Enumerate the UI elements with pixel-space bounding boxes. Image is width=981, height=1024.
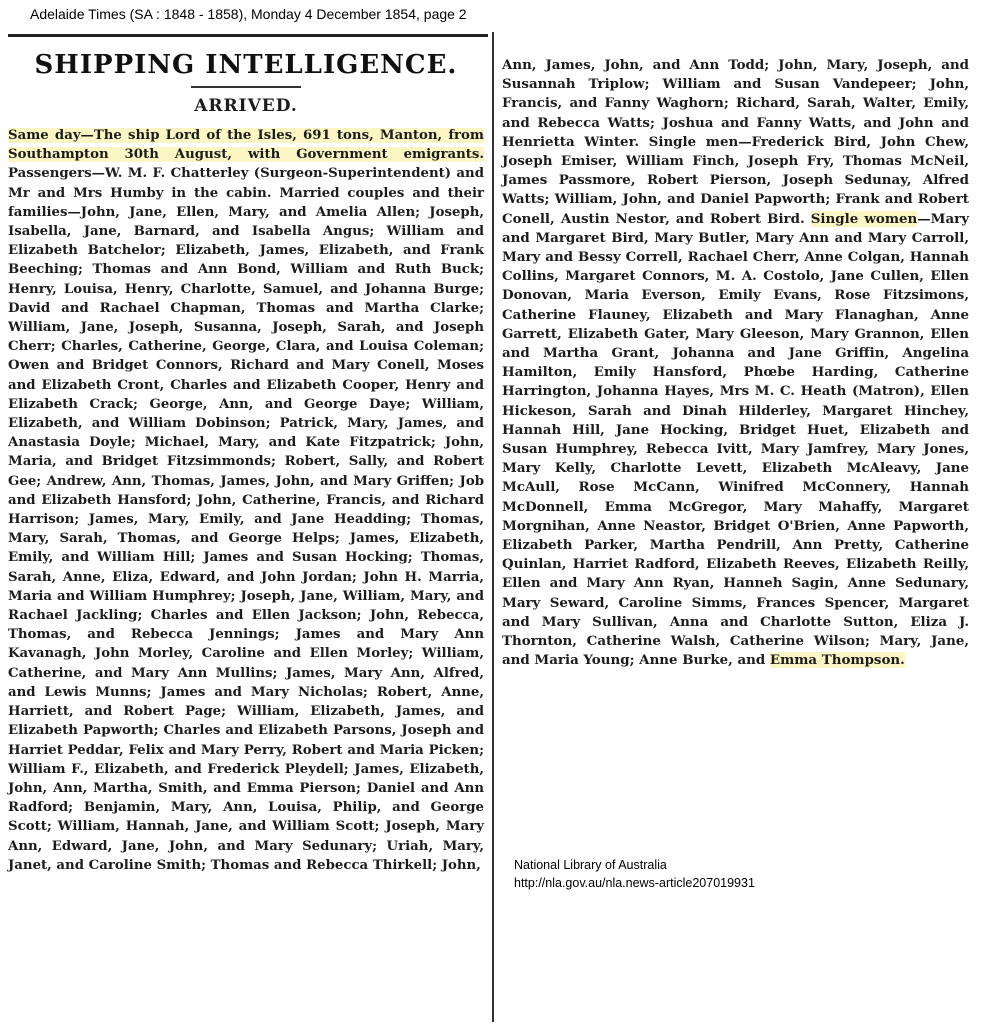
credit-url[interactable]: http://nla.gov.au/nla.news-article207019931 xyxy=(514,876,755,890)
highlighted-final-name: Emma Thompson. xyxy=(769,652,905,669)
passenger-list-left: Passengers—W. M. F. Chatterley (Surgeon-Superintendent) and Mr and Mrs Humby in the cabin. Married couples and their families—John, Jane, Ellen, Mary, and Amelia Allen; Joseph, Isabella, Jane, Barnard, and Isabella Angus; William and Elizabeth Batchelor; Elizabeth, James, Elizabeth, and Frank Beeching; Thomas and Ann Bond, William and Ruth Buck; Henry, Louisa, Henry, Charlotte, Samuel, and Johanna Burge; David and Rachael Chapman, Thomas and Martha Clarke; William, Jane, Joseph, Susanna, Joseph, Sarah, and Joseph Cherr; Charles, Catherine, George, Clara, and Louisa Coleman; Owen and Bridget Connors, Richard and Mary Conell, Moses and Elizabeth Cront, Charles and Elizabeth Cooper, Henry and Elizabeth Crack; George, Ann, and George Daye; William, Elizabeth, and William Dobinson; Patrick, Mary, James, and Anastasia Doyle; Michael, Mary, and Kate Fitzpatrick; John, Maria, and Bridget Fitzsimmonds; Robert, Sally, and Robert Gee; Andrew, Ann, Thomas, James, John, and Mary Griffen; Job and Elizabeth Hansford; John, Catherine, Francis, and Richard Harrison; James, Mary, Emily, and Jane Headding; Thomas, Mary, Sarah, Thomas, and George Helps; James, Elizabeth, Emily, and William Hill; James and Susan Hocking; Thomas, Sarah, Anne, Eliza, Edward, and John Jordan; John H. Marria, Maria and William Humphrey; Joseph, Jane, William, Mary, and Rachael Jackling; Charles and Ellen Jackson; John, Rebecca, Thomas, and Rebecca Jennings; James and Mary Ann Kavanagh, John Morley, Caroline and Ellen Morley; William, Catherine, and Mary Ann Mullins; James, Mary Ann, Alfred, and Lewis Munns; James and Mary Nicholas; Robert, Anne, Harriett, and Robert Page; William, Elizabeth, James, and Elizabeth Papworth; Charles and Elizabeth Parsons, Joseph and Harriet Peddar, Felix and Mary Perry, Robert and Maria Picken; William F., Elizabeth, and Frederick Pleydell; James, Elizabeth, John, Ann, Martha, Smith, and Emma Pierson; Daniel and Ann Radford; Benjamin, Mary, Ann, Louisa, Philip, and George Scott; William, Hannah, Jane, and William Scott; Joseph, Mary Ann, Edward, Jane, John, and Mary Sedunary; Uriah, Mary, Janet, and Caroline Smith; Thomas and Rebecca Thirkell; John, xyxy=(8,166,484,873)
headline: SHIPPING INTELLIGENCE. xyxy=(34,50,458,80)
article-text-left xyxy=(8,126,484,875)
highlighted-single-women: Single women xyxy=(810,210,918,227)
source-credit xyxy=(514,856,755,892)
passenger-list-right-a: Ann, James, John, and Ann Todd; John, Mary, Joseph, and Susannah Triplow; William and Susan Vandepeer; John, Francis, and Fanny Waghorn; Richard, Sarah, Walter, Emily, and Rebecca Watts; Joshua and Fanny Watts, and John and Henrietta Winter. Single men—Frederick Bird, John Chew, Joseph Emiser, William Finch, Joseph Fry, Thomas McNeil, James Passmore, Robert Pierson, Joseph Sedunay, Alfred Watts; William, John, and Daniel Papworth; Frank and Robert Conell, Austin Nestor, and Robert Bird. xyxy=(502,57,969,227)
column-divider xyxy=(492,32,494,1022)
article-column-left xyxy=(2,30,490,1022)
article-column-right xyxy=(496,30,975,775)
article-text-right xyxy=(502,56,969,671)
passenger-list-right-b: —Mary and Margaret Bird, Mary Butler, Mary Ann and Mary Carroll, Mary and Bessy Correll, Rachael Cherr, Anne Colgan, Hannah Collins, Margaret Connors, M. A. Costolo, Jane Cullen, Ellen Donovan, Maria Everson, Emily Evans, Rose Fitzsimons, Catherine Flauney, Elizabeth and Mary Flanaghan, Anne Garrett, Elizabeth Gater, Mary Gleeson, Mary Grannon, Ellen and Martha Grant, Johanna and Jane Griffin, Angelina Hamilton, Emily Hansford, Phœbe Harding, Catherine Harrington, Johanna Hayes, Mrs M. C. Heath (Matron), Ellen Hickeson, Sarah and Dinah Hilderley, Margaret Hinchey, Hannah Hill, Jane Hocking, Bridget Huet, Elizabeth and Susan Humphrey, Rebecca Ivitt, Mary Jamfrey, Mary Jones, Mary Kelly, Charlotte Levett, Elizabeth McAleavy, Jane McAull, Rose McCann, Winifred McConnery, Hannah McDonnell, Emma McGregor, Mary Mahaffy, Margaret Morgnihan, Anne Neastor, Bridget O'Brien, Anne Papworth, Elizabeth Parker, Martha Pendrill, Ann Pretty, Catherine Quinlan, Harriet Radford, Elizabeth Reeves, Elizabeth Reilly, Ellen and Mary Ann Ryan, Hanneh Sagin, Anne Sedunary, Mary Seward, Caroline Simms, Frances Spencer, Margaret and Mary Sullivan, Anna and Charlotte Sutton, Eliza J. Thornton, Catherine Walsh, Catherine Wilson; Mary, Jane, and Maria Young; Anne Burke, and xyxy=(502,210,969,669)
credit-library: National Library of Australia xyxy=(514,858,667,872)
subheading: ARRIVED. xyxy=(194,96,298,116)
headline-divider xyxy=(191,86,301,88)
highlighted-intro: Same day—The ship Lord of the Isles, 691 tons, Manton, from Southampton 30th August, with Government emigrants. xyxy=(8,128,484,163)
source-caption: Adelaide Times (SA : 1848 - 1858), Monday 4 December 1854, page 2 xyxy=(30,6,467,22)
